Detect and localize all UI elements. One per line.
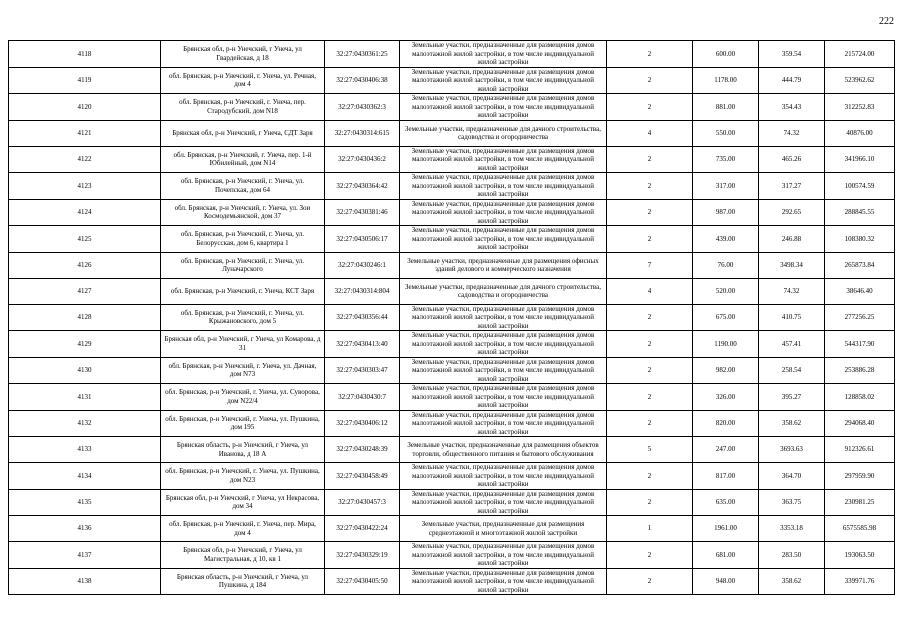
- area-cell: 317.00: [693, 173, 759, 200]
- area-cell: 550.00: [693, 120, 759, 146]
- land-use-cell: Земельные участки, предназначенные для размещения домов малоэтажной жилой застройки, в том числе индивидуальной жилой застройки: [400, 568, 607, 595]
- address-cell: обл. Брянская, р-н Унечский, г. Унеча, ул. Крыжановского, дом 5: [161, 304, 325, 331]
- row-number-cell: 4125: [9, 226, 161, 253]
- group-cell: 2: [607, 463, 693, 490]
- specific-value-cell: 258.54: [759, 357, 825, 384]
- cadastral-value-cell: 40876.00: [825, 120, 895, 146]
- land-use-cell: Земельные участки, предназначенные для размещения домов малоэтажной жилой застройки, в том числе индивидуальной жилой застройки: [400, 146, 607, 173]
- land-use-cell: Земельные участки, предназначенные для размещения среднеэтажной и многоэтажной жилой застройки: [400, 516, 607, 542]
- cadastral-number-cell: 32:27:0430246:1: [325, 252, 400, 278]
- table-row: [9, 94, 895, 121]
- cadastral-number-cell: 32:27:0430356:44: [325, 304, 400, 331]
- table-row: [9, 146, 895, 173]
- cadastral-number-cell: 32:27:0430405:50: [325, 568, 400, 595]
- land-use-cell: Земельные участки, предназначенные для размещения домов малоэтажной жилой застройки, в том числе индивидуальной жилой застройки: [400, 357, 607, 384]
- group-cell: 4: [607, 278, 693, 304]
- table-row: [9, 516, 895, 542]
- specific-value-cell: 457.41: [759, 331, 825, 358]
- cadastral-value-cell: 215724.00: [825, 41, 895, 68]
- table-row: [9, 41, 895, 68]
- specific-value-cell: 444.79: [759, 67, 825, 94]
- land-use-cell: Земельные участки, предназначенные для размещения домов малоэтажной жилой застройки, в том числе индивидуальной жилой застройки: [400, 463, 607, 490]
- table-row: [9, 463, 895, 490]
- cadastral-value-cell: 38646.40: [825, 278, 895, 304]
- group-cell: 2: [607, 331, 693, 358]
- cadastral-number-cell: 32:27:0430506:17: [325, 226, 400, 253]
- cadastral-number-cell: 32:27:0430413:40: [325, 331, 400, 358]
- table-row: [9, 489, 895, 516]
- land-use-cell: Земельные участки, предназначенные для размещения домов малоэтажной жилой застройки, в том числе индивидуальной жилой застройки: [400, 489, 607, 516]
- table-row: [9, 437, 895, 463]
- land-use-cell: Земельные участки, предназначенные для размещения домов малоэтажной жилой застройки, в том числе индивидуальной жилой застройки: [400, 304, 607, 331]
- area-cell: 982.00: [693, 357, 759, 384]
- address-cell: обл. Брянская, р-н Унечский, г. Унеча, ул. Пушкина, дом 195: [161, 410, 325, 437]
- row-number-cell: 4135: [9, 489, 161, 516]
- row-number-cell: 4122: [9, 146, 161, 173]
- cadastral-number-cell: 32:27:0430361:25: [325, 41, 400, 68]
- cadastral-number-cell: 32:27:0430436:2: [325, 146, 400, 173]
- cadastral-value-cell: 288845.55: [825, 199, 895, 226]
- area-cell: 948.00: [693, 568, 759, 595]
- cadastral-value-cell: 6575585.98: [825, 516, 895, 542]
- cadastral-value-cell: 312252.83: [825, 94, 895, 121]
- group-cell: 2: [607, 542, 693, 569]
- group-cell: 5: [607, 437, 693, 463]
- cadastral-number-cell: 32:27:0430248:39: [325, 437, 400, 463]
- group-cell: 4: [607, 120, 693, 146]
- group-cell: 2: [607, 304, 693, 331]
- cadastral-value-cell: 294068.40: [825, 410, 895, 437]
- cadastral-value-cell: 230981.25: [825, 489, 895, 516]
- address-cell: Брянская область, р-н Унечский, г Унеча, ул Пушкина, д 184: [161, 568, 325, 595]
- group-cell: 2: [607, 67, 693, 94]
- land-use-cell: Земельные участки, предназначенные для размещения домов малоэтажной жилой застройки, в том числе индивидуальной жилой застройки: [400, 410, 607, 437]
- table-row: [9, 304, 895, 331]
- land-use-cell: Земельные участки, предназначенные для размещения домов малоэтажной жилой застройки, в том числе индивидуальной жилой застройки: [400, 384, 607, 411]
- row-number-cell: 4132: [9, 410, 161, 437]
- row-number-cell: 4123: [9, 173, 161, 200]
- specific-value-cell: 292.65: [759, 199, 825, 226]
- cadastral-number-cell: 32:27:0430406:12: [325, 410, 400, 437]
- table-row: [9, 568, 895, 595]
- row-number-cell: 4138: [9, 568, 161, 595]
- table-row: [9, 226, 895, 253]
- address-cell: Брянская обл, р-н Унечский, г Унеча, СДТ Заря: [161, 120, 325, 146]
- address-cell: обл. Брянская, р-н Унечский, г. Унеча, пер. Мира, дом 4: [161, 516, 325, 542]
- group-cell: 7: [607, 252, 693, 278]
- land-use-cell: Земельные участки, предназначенные для размещения домов малоэтажной жилой застройки, в том числе индивидуальной жилой застройки: [400, 67, 607, 94]
- specific-value-cell: 317.27: [759, 173, 825, 200]
- table-row: [9, 252, 895, 278]
- area-cell: 987.00: [693, 199, 759, 226]
- specific-value-cell: 358.62: [759, 568, 825, 595]
- specific-value-cell: 283.50: [759, 542, 825, 569]
- cadastral-number-cell: 32:27:0430458:49: [325, 463, 400, 490]
- address-cell: обл. Брянская, р-н Унечский, г. Унеча, ул. Пушкина, дом N23: [161, 463, 325, 490]
- row-number-cell: 4137: [9, 542, 161, 569]
- specific-value-cell: 364.70: [759, 463, 825, 490]
- address-cell: обл. Брянская, р-н Унечский, г. Унеча, ул. Луначарского: [161, 252, 325, 278]
- table-body: [9, 41, 895, 595]
- address-cell: обл. Брянская, р-н Унечский, г. Унеча, ул. Дачная, дом N73: [161, 357, 325, 384]
- group-cell: 2: [607, 94, 693, 121]
- specific-value-cell: 410.75: [759, 304, 825, 331]
- row-number-cell: 4126: [9, 252, 161, 278]
- area-cell: 326.00: [693, 384, 759, 411]
- address-cell: Брянская обл, р-н Унечский, г Унеча, ул Магистральная, д 10, кв 1: [161, 542, 325, 569]
- area-cell: 820.00: [693, 410, 759, 437]
- table-row: [9, 120, 895, 146]
- specific-value-cell: 3353.18: [759, 516, 825, 542]
- specific-value-cell: 74.32: [759, 120, 825, 146]
- land-use-cell: Земельные участки, предназначенные для размещения домов малоэтажной жилой застройки, в том числе индивидуальной жилой застройки: [400, 199, 607, 226]
- land-use-cell: Земельные участки, предназначенные для размещения домов малоэтажной жилой застройки, в том числе индивидуальной жилой застройки: [400, 173, 607, 200]
- cadastral-value-cell: 265873.84: [825, 252, 895, 278]
- address-cell: Брянская обл, р-н Унечский, г Унеча, ул Комарова, д 31: [161, 331, 325, 358]
- row-number-cell: 4131: [9, 384, 161, 411]
- group-cell: 2: [607, 41, 693, 68]
- group-cell: 2: [607, 199, 693, 226]
- cadastral-number-cell: 32:27:0430406:38: [325, 67, 400, 94]
- area-cell: 681.00: [693, 542, 759, 569]
- table-row: [9, 173, 895, 200]
- area-cell: 1961.00: [693, 516, 759, 542]
- address-cell: обл. Брянская, р-н Унечский, г. Унеча, ул. Речная, дом 4: [161, 67, 325, 94]
- row-number-cell: 4128: [9, 304, 161, 331]
- cadastral-value-cell: 339971.76: [825, 568, 895, 595]
- row-number-cell: 4119: [9, 67, 161, 94]
- table-row: [9, 384, 895, 411]
- cadastral-value-cell: 912326.61: [825, 437, 895, 463]
- group-cell: 2: [607, 489, 693, 516]
- area-cell: 247.00: [693, 437, 759, 463]
- address-cell: обл. Брянская, р-н Унечский, г. Унеча, ул. Зои Космодемьянской, дом 37: [161, 199, 325, 226]
- row-number-cell: 4129: [9, 331, 161, 358]
- cadastral-number-cell: 32:27:0430362:3: [325, 94, 400, 121]
- area-cell: 520.00: [693, 278, 759, 304]
- cadastral-value-cell: 253886.28: [825, 357, 895, 384]
- cadastral-value-cell: 341966.10: [825, 146, 895, 173]
- group-cell: 2: [607, 410, 693, 437]
- cadastral-number-cell: 32:27:0430364:42: [325, 173, 400, 200]
- area-cell: 439.00: [693, 226, 759, 253]
- area-cell: 881.00: [693, 94, 759, 121]
- cadastral-value-cell: 523962.62: [825, 67, 895, 94]
- table-row: [9, 331, 895, 358]
- row-number-cell: 4124: [9, 199, 161, 226]
- row-number-cell: 4136: [9, 516, 161, 542]
- cadastral-value-cell: 277256.25: [825, 304, 895, 331]
- cadastral-value-cell: 108380.32: [825, 226, 895, 253]
- land-use-cell: Земельные участки, предназначенные для размещения объектов торговли, общественного питания и бытового обслуживания: [400, 437, 607, 463]
- row-number-cell: 4118: [9, 41, 161, 68]
- address-cell: обл. Брянская, р-н Унечский, г. Унеча, пер. Стародубский, дом N18: [161, 94, 325, 121]
- specific-value-cell: 359.54: [759, 41, 825, 68]
- address-cell: обл. Брянская, р-н Унечский, г. Унеча, пер. 1-й Юбилейный, дом N14: [161, 146, 325, 173]
- table-row: [9, 357, 895, 384]
- area-cell: 76.00: [693, 252, 759, 278]
- table-row: [9, 199, 895, 226]
- area-cell: 1178.00: [693, 67, 759, 94]
- group-cell: 2: [607, 226, 693, 253]
- table-row: [9, 542, 895, 569]
- land-use-cell: Земельные участки, предназначенные для размещения домов малоэтажной жилой застройки, в том числе индивидуальной жилой застройки: [400, 94, 607, 121]
- cadastral-number-cell: 32:27:0430457:3: [325, 489, 400, 516]
- cadastral-number-cell: 32:27:0430303:47: [325, 357, 400, 384]
- cadastral-number-cell: 32:27:0430314:804: [325, 278, 400, 304]
- address-cell: обл. Брянская, р-н Унечский, г. Унеча, ул. Почепская, дом 64: [161, 173, 325, 200]
- address-cell: обл. Брянская, р-н Унечский, г. Унеча, ул. Белорусская, дом 6, квартира 1: [161, 226, 325, 253]
- cadastral-value-cell: 100574.59: [825, 173, 895, 200]
- cadastral-number-cell: 32:27:0430422:24: [325, 516, 400, 542]
- cadastral-number-cell: 32:27:0430430:7: [325, 384, 400, 411]
- area-cell: 600.00: [693, 41, 759, 68]
- address-cell: обл. Брянская, р-н Унечский, г. Унеча, КСТ Заря: [161, 278, 325, 304]
- land-use-cell: Земельные участки, предназначенные для размещения домов малоэтажной жилой застройки, в том числе индивидуальной жилой застройки: [400, 41, 607, 68]
- address-cell: Брянская обл, р-н Унечский, г Унеча, ул Некрасова, дом 34: [161, 489, 325, 516]
- page-number: 222: [879, 16, 894, 27]
- group-cell: 2: [607, 146, 693, 173]
- cadastral-number-cell: 32:27:0430329:19: [325, 542, 400, 569]
- land-registry-table: [8, 40, 895, 595]
- cadastral-value-cell: 193063.50: [825, 542, 895, 569]
- area-cell: 635.00: [693, 489, 759, 516]
- group-cell: 2: [607, 357, 693, 384]
- specific-value-cell: 363.75: [759, 489, 825, 516]
- address-cell: Брянская обл, р-н Унечский, г Унеча, ул Гвардейская, д 18: [161, 41, 325, 68]
- specific-value-cell: 246.88: [759, 226, 825, 253]
- area-cell: 735.00: [693, 146, 759, 173]
- land-use-cell: Земельные участки, предназначенные для размещения домов малоэтажной жилой застройки, в том числе индивидуальной жилой застройки: [400, 331, 607, 358]
- specific-value-cell: 74.32: [759, 278, 825, 304]
- land-use-cell: Земельные участки, предназначенные для размещения домов малоэтажной жилой застройки, в том числе индивидуальной жилой застройки: [400, 226, 607, 253]
- specific-value-cell: 465.26: [759, 146, 825, 173]
- row-number-cell: 4134: [9, 463, 161, 490]
- specific-value-cell: 3498.34: [759, 252, 825, 278]
- specific-value-cell: 354.43: [759, 94, 825, 121]
- land-use-cell: Земельные участки, предназначенные для размещения офисных зданий делового и коммерческого назначения: [400, 252, 607, 278]
- group-cell: 2: [607, 173, 693, 200]
- specific-value-cell: 358.62: [759, 410, 825, 437]
- address-cell: обл. Брянская, р-н Унечский, г. Унеча, ул. Суворова, дом N22/4: [161, 384, 325, 411]
- land-use-cell: Земельные участки, предназначенные для дачного строительства, садоводства и огородничества: [400, 278, 607, 304]
- row-number-cell: 4121: [9, 120, 161, 146]
- area-cell: 1190.00: [693, 331, 759, 358]
- specific-value-cell: 395.27: [759, 384, 825, 411]
- area-cell: 817.00: [693, 463, 759, 490]
- cadastral-value-cell: 128858.02: [825, 384, 895, 411]
- table-row: [9, 410, 895, 437]
- table-row: [9, 278, 895, 304]
- land-use-cell: Земельные участки, предназначенные для размещения домов малоэтажной жилой застройки, в том числе индивидуальной жилой застройки: [400, 542, 607, 569]
- address-cell: Брянская область, р-н Унечский, г Унеча, ул Иванова, д 18 А: [161, 437, 325, 463]
- row-number-cell: 4120: [9, 94, 161, 121]
- cadastral-number-cell: 32:27:0430381:46: [325, 199, 400, 226]
- row-number-cell: 4133: [9, 437, 161, 463]
- area-cell: 675.00: [693, 304, 759, 331]
- row-number-cell: 4127: [9, 278, 161, 304]
- cadastral-value-cell: 544317.90: [825, 331, 895, 358]
- group-cell: 1: [607, 516, 693, 542]
- table-row: [9, 67, 895, 94]
- group-cell: 2: [607, 384, 693, 411]
- group-cell: 2: [607, 568, 693, 595]
- cadastral-value-cell: 297959.90: [825, 463, 895, 490]
- specific-value-cell: 3693.63: [759, 437, 825, 463]
- row-number-cell: 4130: [9, 357, 161, 384]
- land-use-cell: Земельные участки, предназначенные для дачного строительства, садоводства и огородничества: [400, 120, 607, 146]
- cadastral-number-cell: 32:27:0430314:615: [325, 120, 400, 146]
